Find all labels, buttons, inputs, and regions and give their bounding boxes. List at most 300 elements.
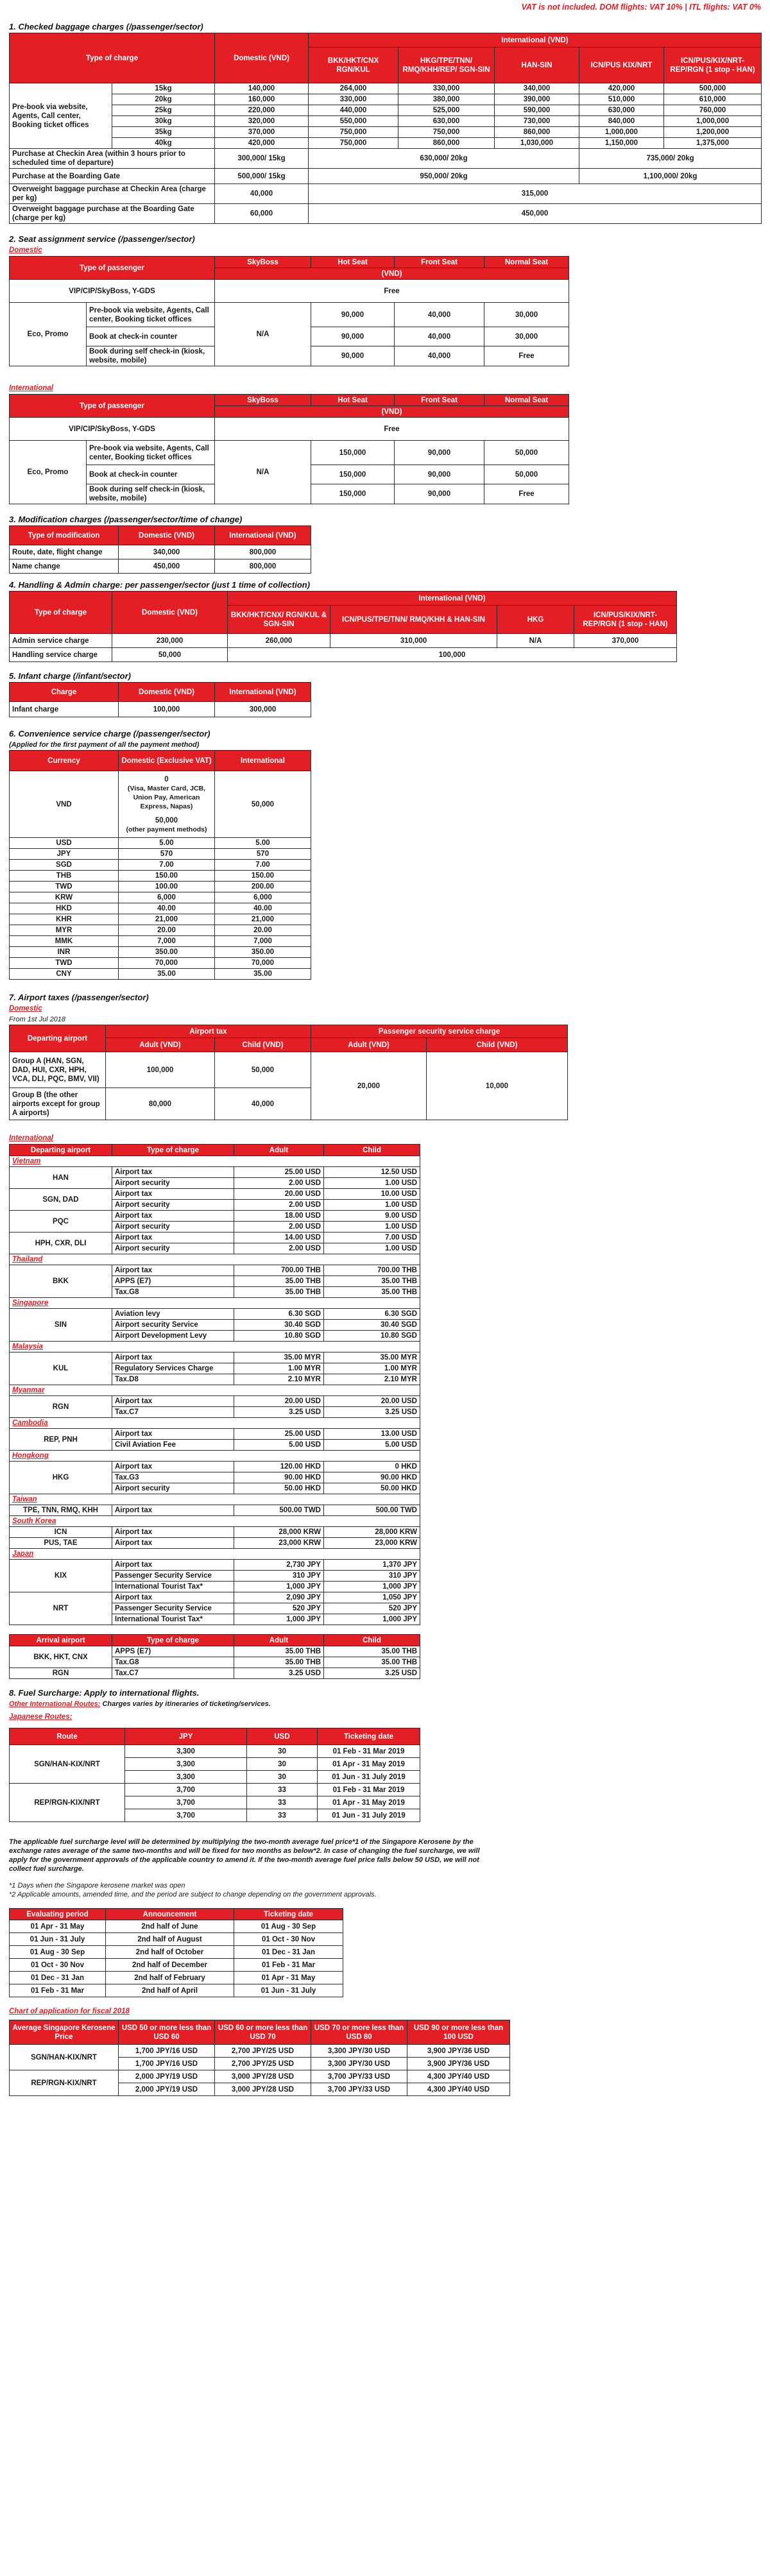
airport-tax-row (10, 1560, 420, 1571)
vnd-card-fee: 0 (164, 775, 169, 783)
adult-amount: 520 JPY (234, 1603, 324, 1614)
child-amount: 500.00 TWD (324, 1505, 420, 1516)
child-amount: 28,000 KRW (324, 1527, 420, 1538)
japanese-routes-label: Japanese Routes: (9, 1713, 73, 1721)
evaluation-row (10, 1972, 343, 1984)
booking-channel-label: Book at check-in counter (87, 327, 215, 346)
adult-amount: 50.00 HKD (234, 1483, 324, 1494)
currency-code: USD (10, 838, 119, 849)
airport-code: PQC (10, 1211, 112, 1233)
fuel-ticketing-date: 01 Feb - 31 Mar 2019 (318, 1784, 420, 1796)
chart-amount: 4,300 JPY/40 USD (407, 2083, 510, 2096)
chart-amount: 1,700 JPY/16 USD (119, 2058, 215, 2070)
header-route-group-3: HKG (497, 606, 574, 634)
baggage-price: 340,000 (495, 83, 579, 94)
vnd-card-methods: (Visa, Master Card, JCB, Union Pay, American Express, Napas) (127, 784, 206, 810)
airport-code: SGN, DAD (10, 1189, 112, 1211)
child-amount: 1,000 JPY (324, 1582, 420, 1592)
fuel-usd: 33 (247, 1809, 318, 1822)
header-type-of-charge: Type of charge (112, 1145, 234, 1156)
evaluation-cell: 01 Dec - 31 Jan (10, 1972, 106, 1984)
modification-price: 800,000 (215, 559, 311, 574)
baggage-weight: 40kg (112, 138, 215, 149)
fuel-jpy: 3,700 (125, 1784, 247, 1796)
seat-domestic-label: Domestic (9, 246, 42, 254)
currency-row (10, 838, 311, 849)
airport-code: NRT (10, 1592, 112, 1625)
header-domestic: Domestic (Exclusive VAT) (119, 751, 215, 771)
seat-price: 150,000 (311, 441, 395, 465)
modification-price: 340,000 (119, 545, 215, 559)
adult-amount: 500.00 TWD (234, 1505, 324, 1516)
currency-fee: 100.00 (119, 882, 215, 892)
evaluation-schedule-table (9, 1908, 343, 1997)
adult-amount: 35.00 THB (234, 1276, 324, 1287)
adult-amount: 35.00 THB (234, 1646, 324, 1657)
evaluation-cell: 2nd half of February (106, 1972, 234, 1984)
charge-type: Aviation levy (112, 1309, 234, 1320)
seat-price: 40,000 (395, 346, 484, 366)
admin-charge-price: 230,000 (112, 634, 228, 648)
seat-international-label: International (9, 384, 54, 392)
section-5-title: 5. Infant charge (/infant/sector) (9, 671, 131, 681)
header-type-of-passenger: Type of passenger (10, 395, 215, 418)
adult-amount: 310 JPY (234, 1571, 324, 1582)
child-amount: 310 JPY (324, 1571, 420, 1582)
eco-promo-label: Eco, Promo (10, 441, 87, 504)
airport-code: TPE, TNN, RMQ, KHH (10, 1505, 112, 1516)
fuel-jpy: 3,300 (125, 1758, 247, 1771)
adult-amount: 2.00 USD (234, 1243, 324, 1254)
baggage-price: 330,000 (309, 94, 398, 105)
booking-channel-label: Book during self check-in (kiosk, website, mobile) (87, 346, 215, 366)
baggage-price: 1,150,000 (579, 138, 664, 149)
seat-vip-row (10, 418, 569, 441)
adult-amount: 3.25 USD (234, 1407, 324, 1418)
header-international: International (215, 751, 311, 771)
currency-row (10, 925, 311, 936)
adult-amount: 1.00 MYR (234, 1363, 324, 1374)
adult-amount: 35.00 MYR (234, 1352, 324, 1363)
airport-tax-row (10, 1429, 420, 1440)
child-amount: 35.00 THB (324, 1657, 420, 1668)
charge-type: Tax.D8 (112, 1374, 234, 1385)
airport-code: HPH, CXR, DLI (10, 1233, 112, 1254)
airport-code: REP, PNH (10, 1429, 112, 1451)
child-amount: 10.80 SGD (324, 1331, 420, 1342)
child-amount: 90.00 HKD (324, 1472, 420, 1483)
section-2-title: 2. Seat assignment service (/passenger/sector) (9, 234, 195, 244)
seat-price: 30,000 (484, 327, 569, 346)
chart-amount: 2,700 JPY/25 USD (215, 2058, 311, 2070)
country-row (10, 1156, 420, 1167)
baggage-price: 590,000 (495, 105, 579, 116)
child-amount: 520 JPY (324, 1603, 420, 1614)
seat-header-row (10, 257, 569, 268)
adult-amount: 25.00 USD (234, 1167, 324, 1178)
country-row (10, 1342, 420, 1352)
baggage-price: 860,000 (398, 138, 495, 149)
modification-type: Route, date, flight change (10, 545, 119, 559)
seat-price: 150,000 (311, 465, 395, 484)
country-label: Taiwan (10, 1494, 420, 1505)
baggage-price: 1,030,000 (495, 138, 579, 149)
header-band-90-100: USD 90 or more less than 100 USD (407, 2020, 510, 2045)
overweight-domestic: 40,000 (215, 184, 309, 204)
currency-fee: 350.00 (215, 947, 311, 958)
airport-tax-row (10, 1265, 420, 1276)
header-ticketing-date: Ticketing date (234, 1909, 343, 1920)
header-departing-airport: Departing airport (10, 1025, 106, 1052)
baggage-price: 264,000 (309, 83, 398, 94)
fuel-usd: 30 (247, 1771, 318, 1784)
charge-type: Airport tax (112, 1538, 234, 1549)
child-amount: 1.00 USD (324, 1200, 420, 1211)
header-vnd: (VND) (215, 268, 569, 280)
seat-price: 50,000 (484, 441, 569, 465)
country-label: Japan (10, 1549, 420, 1560)
child-amount: 5.00 USD (324, 1440, 420, 1451)
vip-passenger-label: VIP/CIP/SkyBoss, Y-GDS (10, 280, 215, 303)
country-row (10, 1298, 420, 1309)
country-row (10, 1549, 420, 1560)
gate-purchase-row (10, 169, 762, 184)
currency-fee: 570 (119, 849, 215, 860)
currency-row (10, 860, 311, 871)
child-amount: 0 HKD (324, 1462, 420, 1472)
arrival-tax-table (9, 1634, 420, 1679)
seat-header-row (10, 395, 569, 406)
child-amount: 700.00 THB (324, 1265, 420, 1276)
checkin-domestic: 300,000/ 15kg (215, 149, 309, 169)
currency-code: INR (10, 947, 119, 958)
charge-type: APPS (E7) (112, 1276, 234, 1287)
skyboss-na: N/A (215, 303, 311, 366)
child-amount: 9.00 USD (324, 1211, 420, 1222)
baggage-price: 440,000 (309, 105, 398, 116)
chart-route: REP/RGN-KIX/NRT (10, 2070, 119, 2096)
baggage-weight: 35kg (112, 127, 215, 138)
vip-free: Free (215, 280, 569, 303)
psc-adult: 20,000 (311, 1052, 427, 1120)
charge-type: Tax.G8 (112, 1657, 234, 1668)
infant-charge-domestic: 100,000 (119, 702, 215, 717)
header-normal-seat: Normal Seat (484, 395, 569, 406)
child-amount: 1,370 JPY (324, 1560, 420, 1571)
charge-type: APPS (E7) (112, 1646, 234, 1657)
other-routes-line (9, 1699, 761, 1709)
group-a-label: Group A (HAN, SGN, DAD, HUI, CXR, HPH, VCA, DLI, PQC, BMV, VII) (10, 1052, 106, 1088)
charge-type: International Tourist Tax* (112, 1614, 234, 1625)
airport-code: RGN (10, 1396, 112, 1418)
modification-price: 450,000 (119, 559, 215, 574)
seat-price: 90,000 (311, 327, 395, 346)
currency-code: MYR (10, 925, 119, 936)
adult-amount: 700.00 THB (234, 1265, 324, 1276)
country-row (10, 1494, 420, 1505)
currency-code: CNY (10, 969, 119, 980)
adult-amount: 2.00 USD (234, 1178, 324, 1189)
country-row (10, 1451, 420, 1462)
evaluation-row (10, 1959, 343, 1972)
other-routes-text: Charges varies by itineraries of ticketing/services. (100, 1700, 271, 1708)
currency-row (10, 936, 311, 947)
baggage-price: 1,200,000 (664, 127, 762, 138)
admin-charge-label: Admin service charge (10, 634, 112, 648)
currency-row (10, 958, 311, 969)
chart-amount: 3,900 JPY/36 USD (407, 2045, 510, 2058)
chart-amount: 1,700 JPY/16 USD (119, 2045, 215, 2058)
header-route: Route (10, 1728, 125, 1745)
child-amount: 3.25 USD (324, 1407, 420, 1418)
baggage-price: 730,000 (495, 116, 579, 127)
header-normal-seat: Normal Seat (484, 257, 569, 268)
currency-fee: 35.00 (215, 969, 311, 980)
seat-price: 150,000 (311, 484, 395, 504)
currency-fee: 350.00 (119, 947, 215, 958)
header-child: Child (324, 1635, 420, 1646)
chart-amount: 2,700 JPY/25 USD (215, 2045, 311, 2058)
currency-code: TWD (10, 958, 119, 969)
checkin-purchase-label: Purchase at Checkin Area (within 3 hours prior to scheduled time of departure) (10, 149, 215, 169)
child-amount: 35.00 THB (324, 1276, 420, 1287)
header-front-seat: Front Seat (395, 395, 484, 406)
handling-charge-row (10, 648, 677, 662)
charge-type: Airport tax (112, 1265, 234, 1276)
child-amount: 1.00 USD (324, 1222, 420, 1233)
fuel-ticketing-date: 01 Jun - 31 July 2019 (318, 1809, 420, 1822)
fuel-ticketing-date: 01 Apr - 31 May 2019 (318, 1796, 420, 1809)
section-1-title: 1. Checked baggage charges (/passenger/sector) (9, 22, 203, 31)
header-international: International (VND) (215, 683, 311, 702)
airport-code: SIN (10, 1309, 112, 1342)
baggage-price: 860,000 (495, 127, 579, 138)
currency-code: TWD (10, 882, 119, 892)
checkin-intl-b: 735,000/ 20kg (579, 149, 762, 169)
header-passenger-security: Passenger security service charge (311, 1025, 568, 1038)
adult-amount: 1,000 JPY (234, 1582, 324, 1592)
chart-row (10, 2070, 510, 2083)
evaluation-cell: 2nd half of August (106, 1933, 234, 1946)
modification-price: 800,000 (215, 545, 311, 559)
header-type-of-passenger: Type of passenger (10, 257, 215, 280)
fuel-jpy: 3,300 (125, 1771, 247, 1784)
header-route-group-1: BKK/HKT/CNX/ RGN/KUL & SGN-SIN (228, 606, 330, 634)
charge-type: Airport tax (112, 1211, 234, 1222)
skyboss-na: N/A (215, 441, 311, 504)
seat-price: 50,000 (484, 465, 569, 484)
baggage-price: 510,000 (579, 94, 664, 105)
charge-type: Airport tax (112, 1352, 234, 1363)
infant-charge-label: Infant charge (10, 702, 119, 717)
currency-fee: 6,000 (215, 892, 311, 903)
charge-type: Airport tax (112, 1233, 234, 1243)
psc-child: 10,000 (427, 1052, 568, 1120)
header-psc-child: Child (VND) (427, 1038, 568, 1052)
overweight-label: Overweight baggage purchase at the Boarding Gate (charge per kg) (10, 204, 215, 224)
currency-fee: 150.00 (215, 871, 311, 882)
header-kerosene-price: Average Singapore Kerosene Price (10, 2020, 119, 2045)
convenience-note: (Applied for the first payment of all the payment method) (9, 741, 200, 749)
modification-row (10, 559, 311, 574)
adult-amount: 2.10 MYR (234, 1374, 324, 1385)
modification-table (9, 525, 311, 574)
adult-amount: 6.30 SGD (234, 1309, 324, 1320)
vip-free: Free (215, 418, 569, 441)
header-route-group-5: ICN/PUS/KIX/NRT- REP/RGN (1 stop - HAN) (664, 47, 762, 83)
child-amount: 35.00 MYR (324, 1352, 420, 1363)
fuel-surcharge-row (10, 1745, 420, 1758)
chart-amount: 3,000 JPY/28 USD (215, 2083, 311, 2096)
currency-fee: 40.00 (119, 903, 215, 914)
header-skyboss: SkyBoss (215, 257, 311, 268)
baggage-weight: 15kg (112, 83, 215, 94)
adult-amount: 28,000 KRW (234, 1527, 324, 1538)
booking-channel-label: Pre-book via website, Agents, Call center, Booking ticket offices (87, 441, 215, 465)
currency-row (10, 947, 311, 958)
overweight-international: 315,000 (309, 184, 762, 204)
charge-type: Airport security (112, 1222, 234, 1233)
country-row (10, 1254, 420, 1265)
adult-amount: 35.00 THB (234, 1287, 324, 1298)
overweight-international: 450,000 (309, 204, 762, 224)
header-route-group-1: BKK/HKT/CNX RGN/KUL (309, 47, 398, 83)
infant-charge-table (9, 682, 311, 717)
header-domestic: Domestic (VND) (112, 592, 228, 634)
adult-amount: 30.40 SGD (234, 1320, 324, 1331)
baggage-price: 220,000 (215, 105, 309, 116)
header-route-group-4: ICN/PUS/KIX/NRT- REP/RGN (1 stop - HAN) (574, 606, 677, 634)
vnd-other-methods: (other payment methods) (126, 825, 207, 833)
baggage-price: 1,000,000 (664, 116, 762, 127)
currency-fee: 21,000 (215, 914, 311, 925)
charge-type: Airport tax (112, 1592, 234, 1603)
charge-type: Airport tax (112, 1429, 234, 1440)
child-amount: 2.10 MYR (324, 1374, 420, 1385)
chart-amount: 3,700 JPY/33 USD (311, 2083, 407, 2096)
arrival-tax-row (10, 1668, 420, 1679)
airport-code: HKG (10, 1462, 112, 1494)
header-domestic: Domestic (VND) (215, 33, 309, 83)
currency-fee: 70,000 (119, 958, 215, 969)
seat-option-row (10, 441, 569, 465)
chart-row (10, 2045, 510, 2058)
currency-fee: 150.00 (119, 871, 215, 882)
airport-tax-row (10, 1396, 420, 1407)
charge-type: Civil Aviation Fee (112, 1440, 234, 1451)
checkin-intl-a: 630,000/ 20kg (309, 149, 579, 169)
chart-amount: 3,000 JPY/28 USD (215, 2070, 311, 2083)
country-label: South Korea (10, 1516, 420, 1527)
country-row (10, 1516, 420, 1527)
gate-purchase-label: Purchase at the Boarding Gate (10, 169, 215, 184)
other-routes-label: Other International Routes: (9, 1700, 101, 1708)
evaluation-row (10, 1984, 343, 1997)
airport-tax-row (10, 1352, 420, 1363)
currency-code: THB (10, 871, 119, 882)
baggage-price: 525,000 (398, 105, 495, 116)
evaluation-cell: 01 Feb - 31 Mar (234, 1959, 343, 1972)
header-departing-airport: Departing airport (10, 1145, 112, 1156)
currency-code: JPY (10, 849, 119, 860)
country-label: Cambodia (10, 1418, 420, 1429)
baggage-price: 550,000 (309, 116, 398, 127)
chart-route: SGN/HAN-KIX/NRT (10, 2045, 119, 2070)
header-international: International (VND) (228, 592, 677, 606)
baggage-price: 370,000 (215, 127, 309, 138)
airport-code: KIX (10, 1560, 112, 1592)
handling-domestic: 50,000 (112, 648, 228, 662)
baggage-row (10, 116, 762, 127)
header-tax-adult: Adult (VND) (106, 1038, 215, 1052)
adult-amount: 20.00 USD (234, 1396, 324, 1407)
baggage-row (10, 105, 762, 116)
admin-charge-price: 260,000 (228, 634, 330, 648)
child-amount: 10.00 USD (324, 1189, 420, 1200)
header-vnd: (VND) (215, 406, 569, 418)
header-psc-adult: Adult (VND) (311, 1038, 427, 1052)
evaluation-cell: 2nd half of June (106, 1920, 234, 1933)
child-amount: 35.00 THB (324, 1646, 420, 1657)
admin-charge-price: 310,000 (330, 634, 497, 648)
modification-type: Name change (10, 559, 119, 574)
arrival-airport-code: RGN (10, 1668, 112, 1679)
chart-amount: 3,700 JPY/33 USD (311, 2070, 407, 2083)
vat-note: VAT is not included. DOM flights: VAT 10% | ITL flights: VAT 0% (521, 3, 761, 12)
currency-code: KHR (10, 914, 119, 925)
child-amount: 23,000 KRW (324, 1538, 420, 1549)
airport-tax-row (10, 1309, 420, 1320)
header-hot-seat: Hot Seat (311, 257, 395, 268)
airport-tax-row (10, 1233, 420, 1243)
header-international: International (VND) (309, 33, 762, 47)
baggage-price: 750,000 (398, 127, 495, 138)
baggage-weight: 20kg (112, 94, 215, 105)
vnd-domestic-cell (119, 771, 215, 838)
header-band-60-70: USD 60 or more less than USD 70 (215, 2020, 311, 2045)
header-route-group-2: ICN/PUS/TPE/TNN/ RMQ/KHH & HAN-SIN (330, 606, 497, 634)
evaluation-cell: 2nd half of April (106, 1984, 234, 1997)
child-amount: 3.25 USD (324, 1668, 420, 1679)
header-skyboss: SkyBoss (215, 395, 311, 406)
currency-fee: 20.00 (215, 925, 311, 936)
adult-amount: 2,730 JPY (234, 1560, 324, 1571)
fuel-surcharge-explanation: The applicable fuel surcharge level will be determined by multiplying the two-month average fuel price*1 of the Singapore Kerosene by the exchange rates average of the same two-months and will be fixed for two months as below*2. In case of changing the fuel surcharge, we will apply for the government approvals of the applicable country to amend it. If the two-month average fuel price falls below 50 USD, we will not collect fuel surcharge. (9, 1838, 480, 1873)
section-4-title: 4. Handling & Admin charge: per passenger/sector (just 1 time of collection) (9, 580, 311, 590)
header-route-group-4: ICN/PUS KIX/NRT (579, 47, 664, 83)
booking-channel-label: Book at check-in counter (87, 465, 215, 484)
header-jpy: JPY (125, 1728, 247, 1745)
fuel-ticketing-date: 01 Feb - 31 Mar 2019 (318, 1745, 420, 1758)
evaluation-cell: 01 Apr - 31 May (10, 1920, 106, 1933)
currency-fee: 21,000 (119, 914, 215, 925)
charge-type: Airport security (112, 1178, 234, 1189)
airport-code: ICN (10, 1527, 112, 1538)
adult-amount: 25.00 USD (234, 1429, 324, 1440)
seat-international-table (9, 394, 569, 504)
header-usd: USD (247, 1728, 318, 1745)
currency-fee: 7.00 (215, 860, 311, 871)
international-airport-tax-table (9, 1144, 420, 1625)
seat-price: 90,000 (395, 441, 484, 465)
fuel-usd: 30 (247, 1758, 318, 1771)
baggage-price: 760,000 (664, 105, 762, 116)
baggage-price: 840,000 (579, 116, 664, 127)
adult-amount: 90.00 HKD (234, 1472, 324, 1483)
country-label: Hongkong (10, 1451, 420, 1462)
checkin-purchase-row (10, 149, 762, 169)
group-b-child: 40,000 (215, 1088, 311, 1120)
